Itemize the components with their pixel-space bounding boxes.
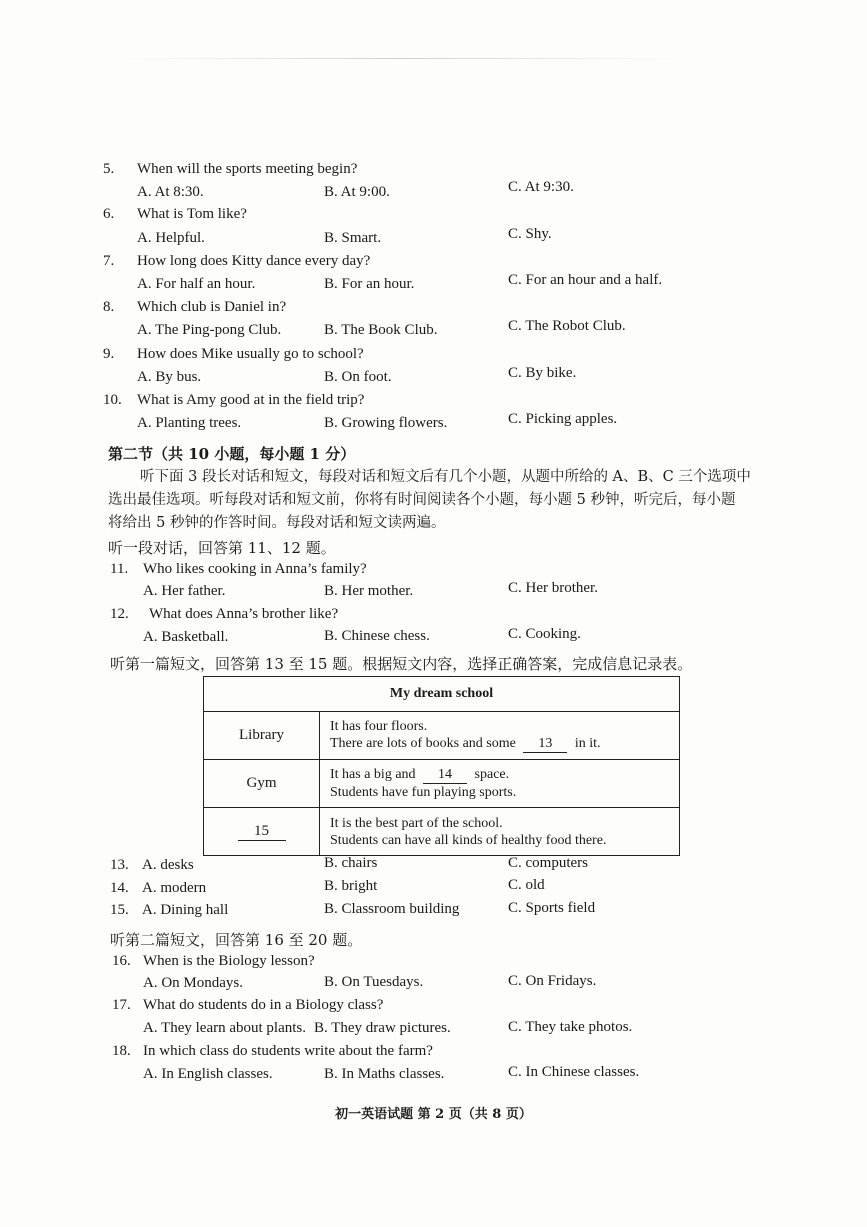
option-b: B. At 9:00. bbox=[324, 184, 390, 200]
question-stem: What is Tom like? bbox=[137, 206, 247, 222]
option-c: C. On Fridays. bbox=[508, 973, 597, 989]
option-a: A. Planting trees. bbox=[137, 415, 242, 431]
option-b: B. Growing flowers. bbox=[324, 415, 448, 431]
option-a: A. For half an hour. bbox=[137, 276, 256, 292]
section-heading: 第二节（共 10 小题，每小题 1 分） bbox=[108, 445, 356, 463]
option-a: A. By bus. bbox=[137, 369, 202, 385]
question-number: 12. bbox=[110, 606, 129, 622]
row-label-cell bbox=[204, 808, 320, 856]
option-b: B. In Maths classes. bbox=[324, 1066, 445, 1082]
row-label: Library bbox=[204, 712, 320, 760]
option-c: C. At 9:30. bbox=[508, 179, 574, 195]
option-a: A. On Mondays. bbox=[143, 975, 243, 991]
question-number: 14. bbox=[110, 880, 129, 896]
question-number: 18. bbox=[112, 1043, 131, 1059]
option-b: B. Classroom building bbox=[324, 901, 460, 917]
option-a: A. At 8:30. bbox=[137, 184, 204, 200]
answer-blank-14: 14 bbox=[423, 766, 467, 784]
option-b: B. They draw pictures. bbox=[314, 1020, 451, 1036]
option-c: C. For an hour and a half. bbox=[508, 272, 663, 288]
option-c: C. Shy. bbox=[508, 226, 552, 242]
row-text: There are lots of books and some bbox=[330, 736, 516, 751]
row-line: Students can have all kinds of healthy food there. bbox=[330, 832, 607, 848]
option-a: A. modern bbox=[142, 880, 207, 896]
option-a: A. Her father. bbox=[143, 583, 226, 599]
scan-edge-line bbox=[120, 58, 680, 59]
row-text: in it. bbox=[574, 736, 601, 751]
option-a: A. Dining hall bbox=[142, 902, 229, 918]
section-instructions-line1: 听下面 3 段长对话和短文，每段对话和短文后有几个小题，从题中所给的 A、B、C 三个选项中 bbox=[140, 469, 751, 485]
question-stem: Who likes cooking in Anna’s family? bbox=[143, 561, 367, 577]
row-line: Students have fun playing sports. bbox=[330, 785, 517, 800]
option-b: B. Chinese chess. bbox=[324, 628, 430, 644]
question-number: 10. bbox=[103, 392, 122, 408]
question-stem: What do students do in a Biology class? bbox=[143, 997, 384, 1013]
option-c: C. In Chinese classes. bbox=[508, 1064, 640, 1080]
option-a: A. The Ping-pong Club. bbox=[137, 322, 282, 338]
question-number: 9. bbox=[103, 346, 115, 362]
option-c: C. computers bbox=[508, 855, 588, 871]
option-b: B. For an hour. bbox=[324, 276, 415, 292]
answer-blank-15: 15 bbox=[238, 823, 286, 841]
row-text: space. bbox=[474, 767, 510, 782]
question-stem: In which class do students write about the farm? bbox=[143, 1043, 433, 1059]
option-a: A. desks bbox=[142, 857, 194, 873]
row-content bbox=[320, 712, 680, 760]
table-row bbox=[204, 808, 680, 856]
question-stem: Which club is Daniel in? bbox=[137, 299, 287, 315]
page-footer: 初一英语试题 第 2 页（共 8 页） bbox=[335, 1107, 532, 1122]
row-label: Gym bbox=[204, 760, 320, 808]
question-number: 6. bbox=[103, 206, 115, 222]
section-instructions-line3: 将给出 5 秒钟的作答时间。每段对话和短文读两遍。 bbox=[108, 515, 446, 531]
option-b: B. chairs bbox=[324, 855, 378, 871]
option-b: B. Smart. bbox=[324, 230, 382, 246]
option-a: A. They learn about plants. bbox=[143, 1020, 307, 1036]
row-text: It has a big and bbox=[330, 767, 416, 782]
answer-blank-13: 13 bbox=[523, 735, 567, 753]
passage1-intro: 听第一篇短文，回答第 13 至 15 题。根据短文内容，选择正确答案，完成信息记录表。 bbox=[110, 655, 693, 673]
question-stem: How long does Kitty dance every day? bbox=[137, 253, 371, 269]
table-row bbox=[204, 760, 680, 808]
dialogue-intro: 听一段对话，回答第 11、12 题。 bbox=[108, 539, 336, 557]
question-number: 15. bbox=[110, 902, 129, 918]
option-c: C. The Robot Club. bbox=[508, 318, 626, 334]
option-c: C. Sports field bbox=[508, 900, 596, 916]
option-a: A. Basketball. bbox=[143, 629, 229, 645]
question-number: 16. bbox=[112, 953, 131, 969]
row-line: It has four floors. bbox=[330, 719, 428, 734]
option-c: C. Her brother. bbox=[508, 580, 598, 596]
question-number: 17. bbox=[112, 997, 131, 1013]
option-c: C. old bbox=[508, 877, 545, 893]
option-c: C. Picking apples. bbox=[508, 411, 618, 427]
question-number: 5. bbox=[103, 161, 115, 177]
row-content bbox=[320, 808, 680, 856]
question-stem: How does Mike usually go to school? bbox=[137, 346, 364, 362]
section-instructions-line2: 选出最佳选项。听每段对话和短文前，你将有时间阅读各个小题，每小题 5 秒钟，听完后，每小题 bbox=[108, 492, 736, 508]
table-row bbox=[204, 712, 680, 760]
question-number: 8. bbox=[103, 299, 115, 315]
option-b: B. On Tuesdays. bbox=[324, 974, 424, 990]
row-line bbox=[330, 766, 678, 784]
option-c: C. They take photos. bbox=[508, 1019, 633, 1035]
option-a: A. Helpful. bbox=[137, 230, 205, 246]
table-title: My dream school bbox=[204, 677, 680, 712]
row-content bbox=[320, 760, 680, 808]
question-stem: What is Amy good at in the field trip? bbox=[137, 392, 365, 408]
passage2-intro: 听第二篇短文，回答第 16 至 20 题。 bbox=[110, 931, 363, 949]
question-number: 11. bbox=[110, 561, 129, 577]
option-c: C. Cooking. bbox=[508, 626, 581, 642]
question-stem: When is the Biology lesson? bbox=[143, 953, 315, 969]
option-b: B. On foot. bbox=[324, 369, 392, 385]
row-line: It is the best part of the school. bbox=[330, 815, 503, 831]
option-c: C. By bike. bbox=[508, 365, 577, 381]
row-line bbox=[330, 735, 678, 753]
question-stem: What does Anna’s brother like? bbox=[149, 606, 339, 622]
question-number: 13. bbox=[110, 857, 129, 873]
question-stem: When will the sports meeting begin? bbox=[137, 161, 358, 177]
option-b: B. The Book Club. bbox=[324, 322, 438, 338]
option-a: A. In English classes. bbox=[143, 1066, 273, 1082]
option-b: B. Her mother. bbox=[324, 583, 414, 599]
dream-school-table bbox=[203, 676, 680, 856]
option-b: B. bright bbox=[324, 878, 378, 894]
question-number: 7. bbox=[103, 253, 115, 269]
